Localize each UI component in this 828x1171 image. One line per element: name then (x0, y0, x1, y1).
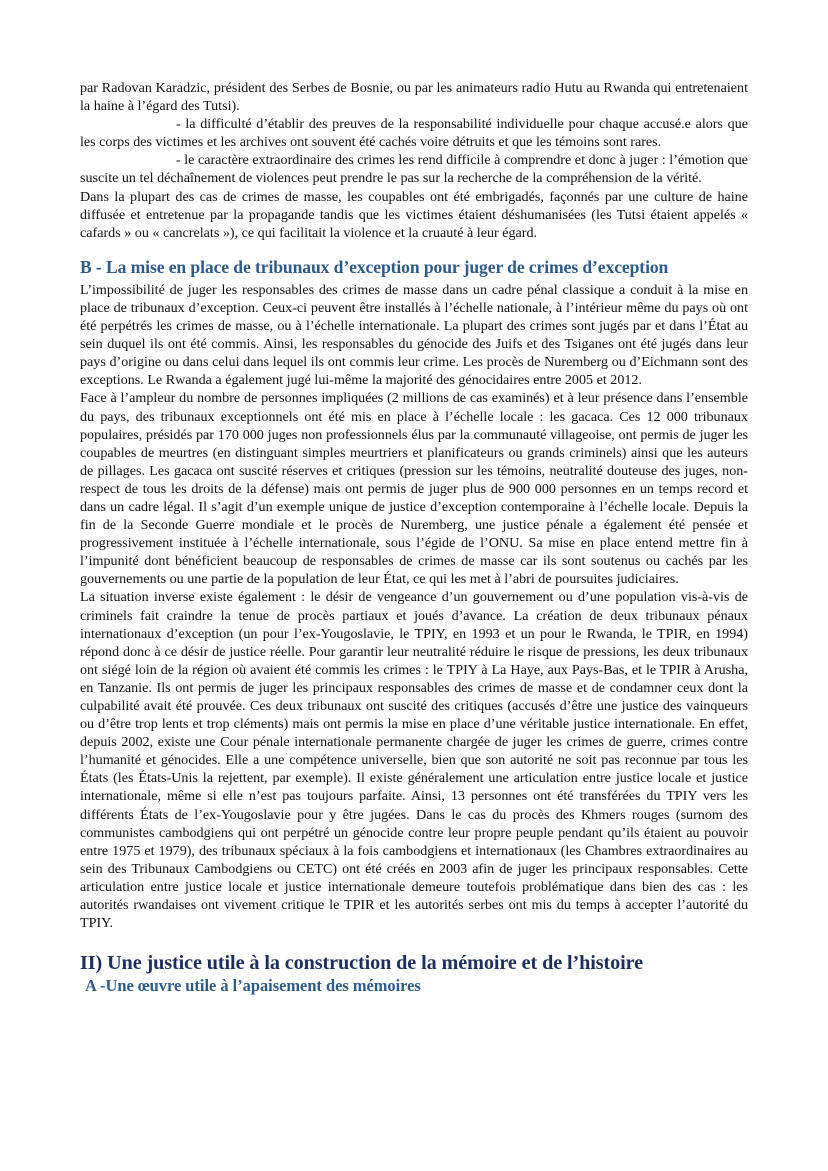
paragraph-tribunaux-exception: L’impossibilité de juger les responsables des crimes de masse dans un cadre pénal classique a conduit à la mise en place de tribunaux d’exception. Ceux-ci peuvent être installés à l’échelle nationale, à l’intérieur même du pays où ont été perpétrés les crimes de masse, ou à l’échelle internationale. La plupart des crimes sont jugés par et dans l’État au sein duquel ils ont été commis. Ainsi, les responsables du génocide des Juifs et des Tsiganes ont été jugés dans leur pays d’origine ou dans celui dans lequel ils ont commis leur crime. Les procès de Nuremberg ou d’Eichmann sont des exceptions. Le Rwanda a également jugé lui-même la majorité des génocidaires entre 2005 et 2012. (80, 281, 748, 389)
bullet-caractere-extraordinaire: - le caractère extraordinaire des crimes les rend difficile à comprendre et donc à juger : l’émotion que suscite un tel déchaînement de violences peut prendre le pas sur la recherche de la compréhension de la vérité. (80, 152, 748, 187)
bullet-preuves: - la difficulté d’établir des preuves de la responsabilité individuelle pour chaque accusé.e alors que les corps des victimes et les archives ont souvent été cachés voire détruits et que les témoins sont rares. (80, 116, 748, 151)
section-ii-a-subheading: A -Une œuvre utile à l’apaisement des mémoires (85, 976, 421, 996)
paragraph-crimes-de-masse: Dans la plupart des cas de crimes de masse, les coupables ont été embrigadés, façonnés par une culture de haine diffusée et entretenue par la propagande tandis que les victimes étaient déshumanisées (les Tutsi étaient appelés « cafards » ou « cancrelats »), ce qui facilitait la violence et la cruauté à leur égard. (80, 188, 748, 241)
paragraph-karadzic: par Radovan Karadzic, président des Serbes de Bosnie, ou par les animateurs radio Hutu au Rwanda qui entretenaient la haine à l’égard des Tutsi). (80, 80, 748, 115)
paragraph-gacaca: Face à l’ampleur du nombre de personnes impliquées (2 millions de cas examinés) et à leur présence dans l’ensemble du pays, des tribunaux exceptionnels ont été mis en place à l’échelle locale : les gacaca. Ces 12 000 tribunaux populaires, présidés par 170 000 juges non professionnels élus par la communauté villageoise, ont permis de juger les coupables de meurtres (en distinguant simples meurtriers et planificateurs ou grands criminels) ainsi que les auteurs de pillages. Les gacaca ont suscité réserves et critiques (pression sur les témoins, neutralité douteuse des juges, non-respect de tous les droits de la défense) mais ont permis de juger plus de 900 000 personnes en un temps record et dans un cadre légal. Il s’agit d’un exemple unique de justice d’exception contemporaine à l’échelle locale. Depuis la fin de la Seconde Guerre mondiale et le procès de Nuremberg, une justice pénale a également été pensée et progressivement instituée à l’échelle internationale, sous l’égide de l’ONU. Sa mise en place entend mettre fin à l’impunité dont bénéficient beaucoup de responsables de crimes de masse car ils sont soutenus ou cachés par les gouvernements ou une partie de la population de leur État, ce qui les met à l’abri de poursuites judiciaires. (80, 390, 748, 588)
section-ii-heading: II) Une justice utile à la construction de la mémoire et de l’histoire (80, 952, 644, 975)
section-b-heading: B - La mise en place de tribunaux d’exception pour juger de crimes d’exception (80, 256, 669, 277)
paragraph-justice-internationale: La situation inverse existe également : le désir de vengeance d’un gouvernement ou d’une population vis-à-vis de criminels fait craindre la tenue de procès partiaux et joués d’avance. La création de deux tribunaux pénaux internationaux d’exception (un pour l’ex-Yougoslavie, le TPIY, en 1993 et un pour le Rwanda, le TPIR, en 1994) répond donc à ce désir de justice réelle. Pour garantir leur neutralité réduire le risque de pressions, les deux tribunaux ont siégé loin de la région où avaient été commis les crimes : le TPIY à La Haye, aux Pays-Bas, et le TPIR à Arusha, en Tanzanie. Ils ont permis de juger les principaux responsables des crimes de masse et de condamner ceux dont la culpabilité avait été prouvée. Ces deux tribunaux ont suscité des critiques (accusés d’être une justice des vainqueurs ou d’être trop lents et trop cléments) mais ont permis la mise en place d’une véritable justice internationale. En effet, depuis 2002, existe une Cour pénale internationale permanente chargée de juger les crimes de guerre, crimes contre l’humanité et génocides. Elle a une compétence universelle, bien que son autorité ne soit pas reconnue par tous les États (les États-Unis la rejettent, par exemple). Il existe généralement une articulation entre justice locale et justice internationale, même si elle n’est pas toujours parfaite. Ainsi, 13 personnes ont été transférées du TPIY vers les différents États de l’ex-Yougoslavie pour y être jugées. Dans le cas du procès des Khmers rouges (surnom des communistes cambodgiens qui ont perpétré un génocide contre leur propre peuple pendant qu’ils étaient au pouvoir entre 1975 et 1979), des tribunaux spéciaux à la fois cambodgiens et internationaux (les Chambres extraordinaires au sein des Tribunaux Cambodgiens ou CETC) ont été créés en 2003 afin de juger les principaux responsables. Cette articulation entre justice locale et justice internationale demeure toutefois problématique dans bien des cas : les autorités rwandaises ont vivement critique le TPIR et les autorités serbes ont mis du temps à accepter l’autorité du TPIY. (80, 589, 748, 932)
document-page (80, 79, 748, 996)
